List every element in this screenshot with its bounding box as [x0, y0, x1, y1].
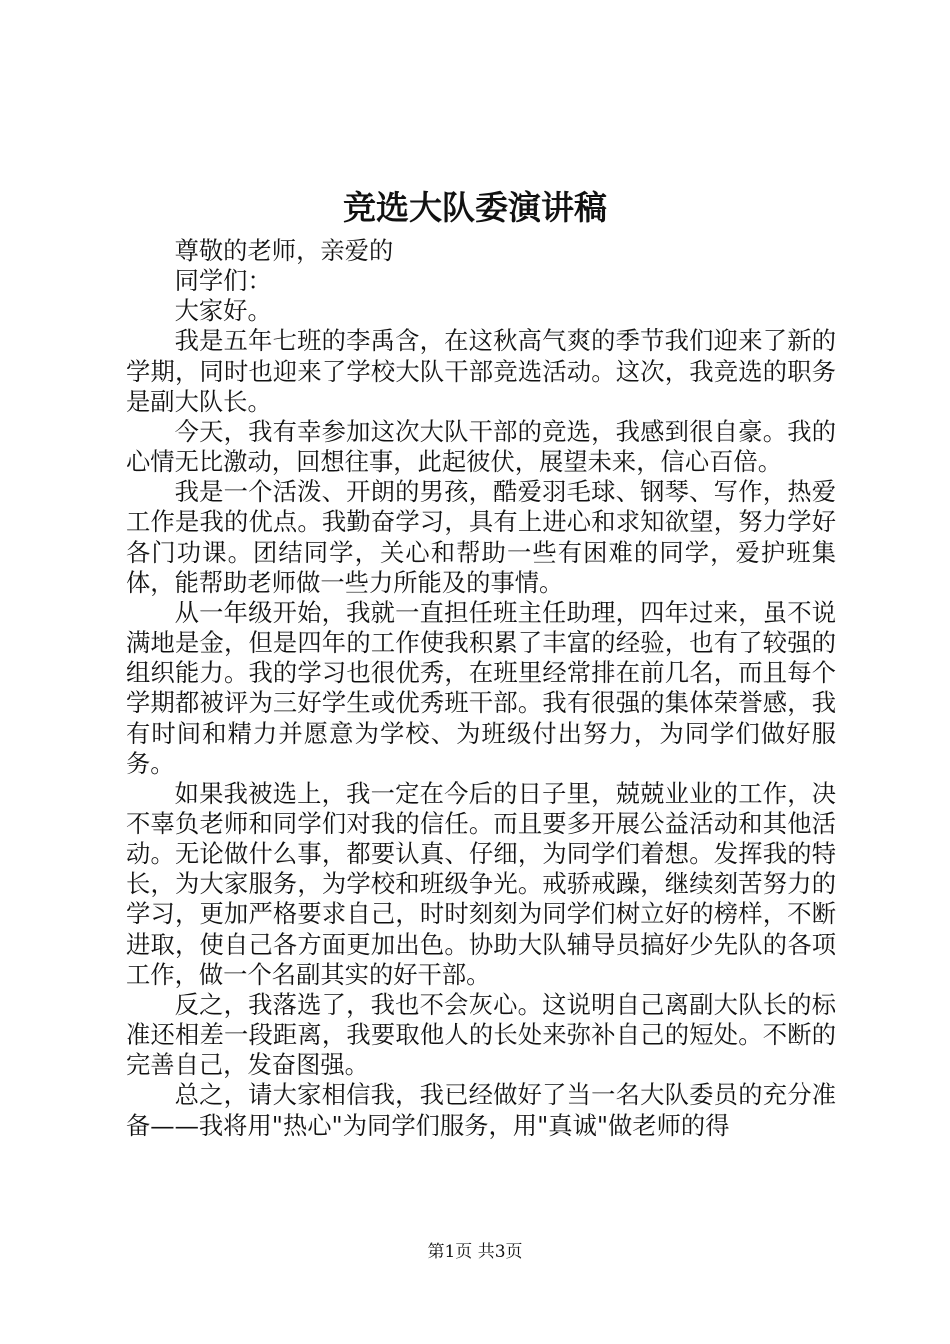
page-number-footer: 第1页 共3页	[427, 1242, 523, 1262]
paragraph-introduction: 我是五年七班的李禹含，在这秋高气爽的季节我们迎来了新的学期，同时也迎来了学校大队干部竞选活动。这次，我竞选的职务是副大队长。	[126, 326, 836, 416]
greeting: 大家好。	[174, 296, 272, 326]
paragraph-if-not-elected: 反之，我落选了，我也不会灰心。这说明自己离副大队长的标准还相差一段距离，我要取他人的长处来弥补自己的短处。不断的完善自己，发奋图强。	[126, 989, 836, 1080]
paragraph-personality: 我是一个活泼、开朗的男孩，酷爱羽毛球、钢琴、写作，热爱工作是我的优点。我勤奋学习，具有上进心和求知欲望，努力学好各门功课。团结同学，关心和帮助一些有困难的同学，爱护班集体，能帮助老师做一些力所能及的事情。	[126, 477, 836, 597]
paragraph-feelings: 今天，我有幸参加这次大队干部的竞选，我感到很自豪。我的心情无比激动，回想往事，此起彼伏，展望未来，信心百倍。	[126, 416, 836, 477]
salutation-line-2: 同学们：	[174, 266, 272, 296]
document-body	[126, 236, 836, 1141]
paragraph-conclusion: 总之，请大家相信我，我已经做好了当一名大队委员的充分准备——我将用"热心"为同学们服务，用"真诚"做老师的得	[126, 1080, 836, 1140]
salutation-line-1: 尊敬的老师，亲爱的	[174, 236, 394, 265]
document-title: 竞选大队委演讲稿	[343, 188, 607, 227]
paragraph-experience: 从一年级开始，我就一直担任班主任助理，四年过来，虽不说满地是金，但是四年的工作使我积累了丰富的经验，也有了较强的组织能力。我的学习也很优秀，在班里经常排在前几名，而且每个学期都被评为三好学生或优秀班干部。我有很强的集体荣誉感，我有时间和精力并愿意为学校、为班级付出努力，为同学们做好服务。	[126, 597, 836, 778]
paragraph-if-elected: 如果我被选上，我一定在今后的日子里，兢兢业业的工作，决不辜负老师和同学们对我的信任。而且要多开展公益活动和其他活动。无论做什么事，都要认真、仔细，为同学们着想。发挥我的特长，为大家服务，为学校和班级争光。戒骄戒躁，继续刻苦努力的学习，更加严格要求自己，时时刻刻为同学们树立好的榜样，不断进取，使自己各方面更加出色。协助大队辅导员搞好少先队的各项工作，做一个名副其实的好干部。	[126, 778, 836, 989]
